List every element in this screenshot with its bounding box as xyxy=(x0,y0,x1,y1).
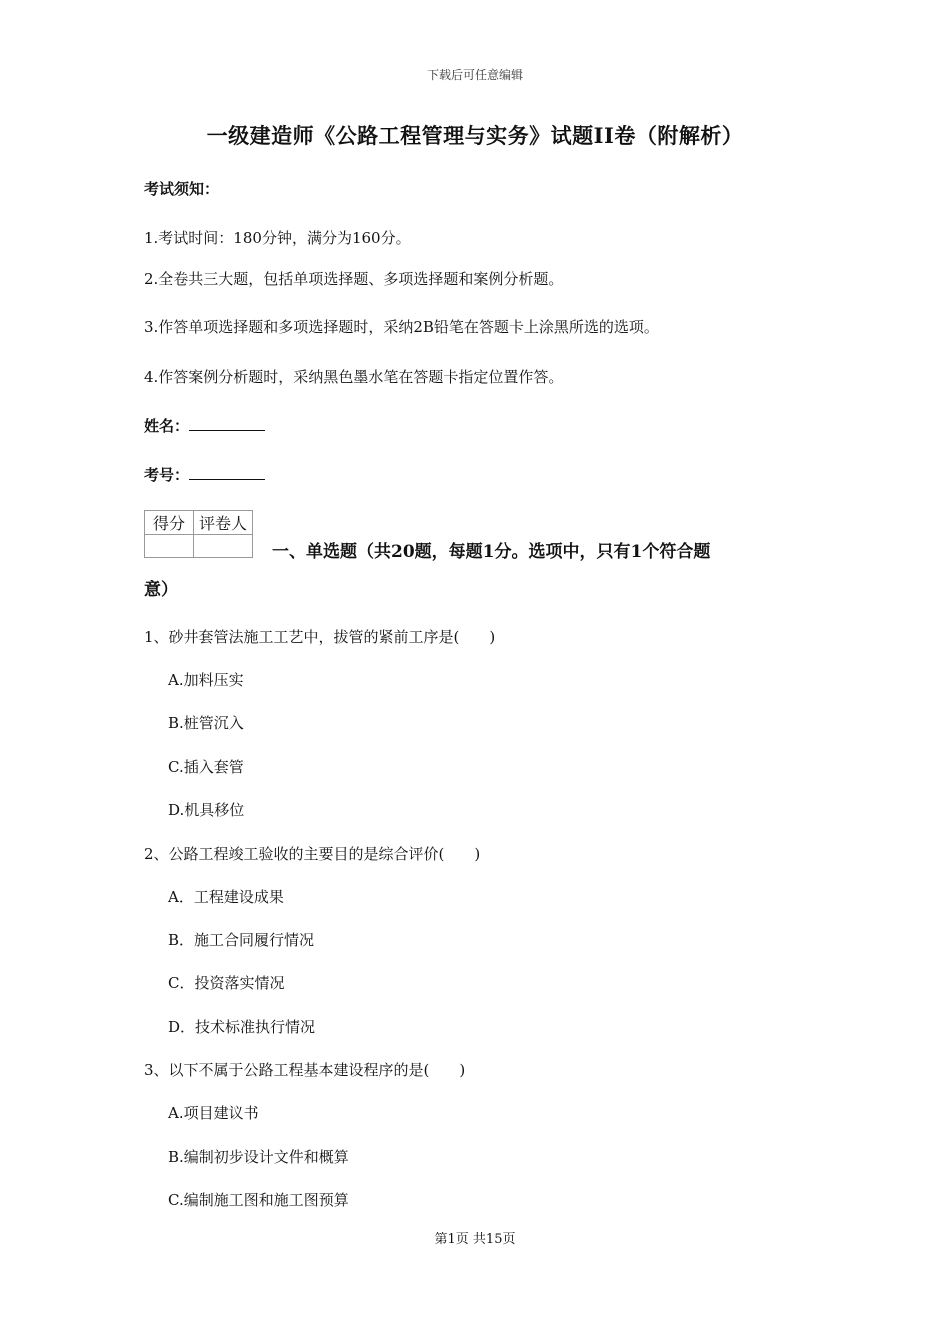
question-option: B．施工合同履行情况 xyxy=(168,931,315,949)
question-option: C．投资落实情况 xyxy=(168,974,285,992)
id-label: 考号： xyxy=(144,466,190,484)
question-stem: 2、公路工程竣工验收的主要目的是综合评价( ) xyxy=(144,845,481,863)
question-stem: 3、以下不属于公路工程基本建设程序的是( ) xyxy=(144,1061,466,1079)
grader-cell xyxy=(194,535,253,558)
notice-item: 4.作答案例分析题时，采纳黑色墨水笔在答题卡指定位置作答。 xyxy=(144,368,564,386)
page-footer: 第1页 共15页 xyxy=(434,1232,516,1247)
page-title: 一级建造师《公路工程管理与实务》试题II卷（附解析） xyxy=(206,123,744,148)
score-table xyxy=(144,510,253,558)
question-option: A.加料压实 xyxy=(168,671,244,689)
question-option: C.编制施工图和施工图预算 xyxy=(168,1191,349,1209)
question-option: C.插入套管 xyxy=(168,758,244,776)
question-option: B.桩管沉入 xyxy=(168,714,244,732)
grader-header: 评卷人 xyxy=(194,511,253,535)
id-field xyxy=(144,464,265,485)
question-option: A.项目建议书 xyxy=(168,1104,259,1122)
score-header: 得分 xyxy=(145,511,194,535)
score-cell xyxy=(145,535,194,558)
question-option: B.编制初步设计文件和概算 xyxy=(168,1148,349,1166)
question-option: D．技术标准执行情况 xyxy=(168,1018,316,1036)
section-heading-line1: 一、单选题（共20题，每题1分。选项中，只有1个符合题 xyxy=(272,542,711,562)
notice-heading: 考试须知： xyxy=(144,180,220,198)
id-blank xyxy=(189,464,265,480)
question-stem: 1、砂井套管法施工工艺中，拔管的紧前工序是( ) xyxy=(144,628,496,646)
question-option: D.机具移位 xyxy=(168,801,245,819)
question-option: A．工程建设成果 xyxy=(168,888,284,906)
section-heading-line2: 意） xyxy=(144,580,178,600)
notice-item: 2.全卷共三大题，包括单项选择题、多项选择题和案例分析题。 xyxy=(144,270,564,288)
notice-item: 3.作答单项选择题和多项选择题时，采纳2B铅笔在答题卡上涂黑所选的选项。 xyxy=(144,318,659,336)
name-label: 姓名： xyxy=(144,417,190,435)
name-blank xyxy=(189,415,265,431)
notice-item: 1.考试时间：180分钟，满分为160分。 xyxy=(144,229,411,247)
name-field xyxy=(144,415,265,436)
header-note: 下载后可任意编辑 xyxy=(426,68,523,82)
